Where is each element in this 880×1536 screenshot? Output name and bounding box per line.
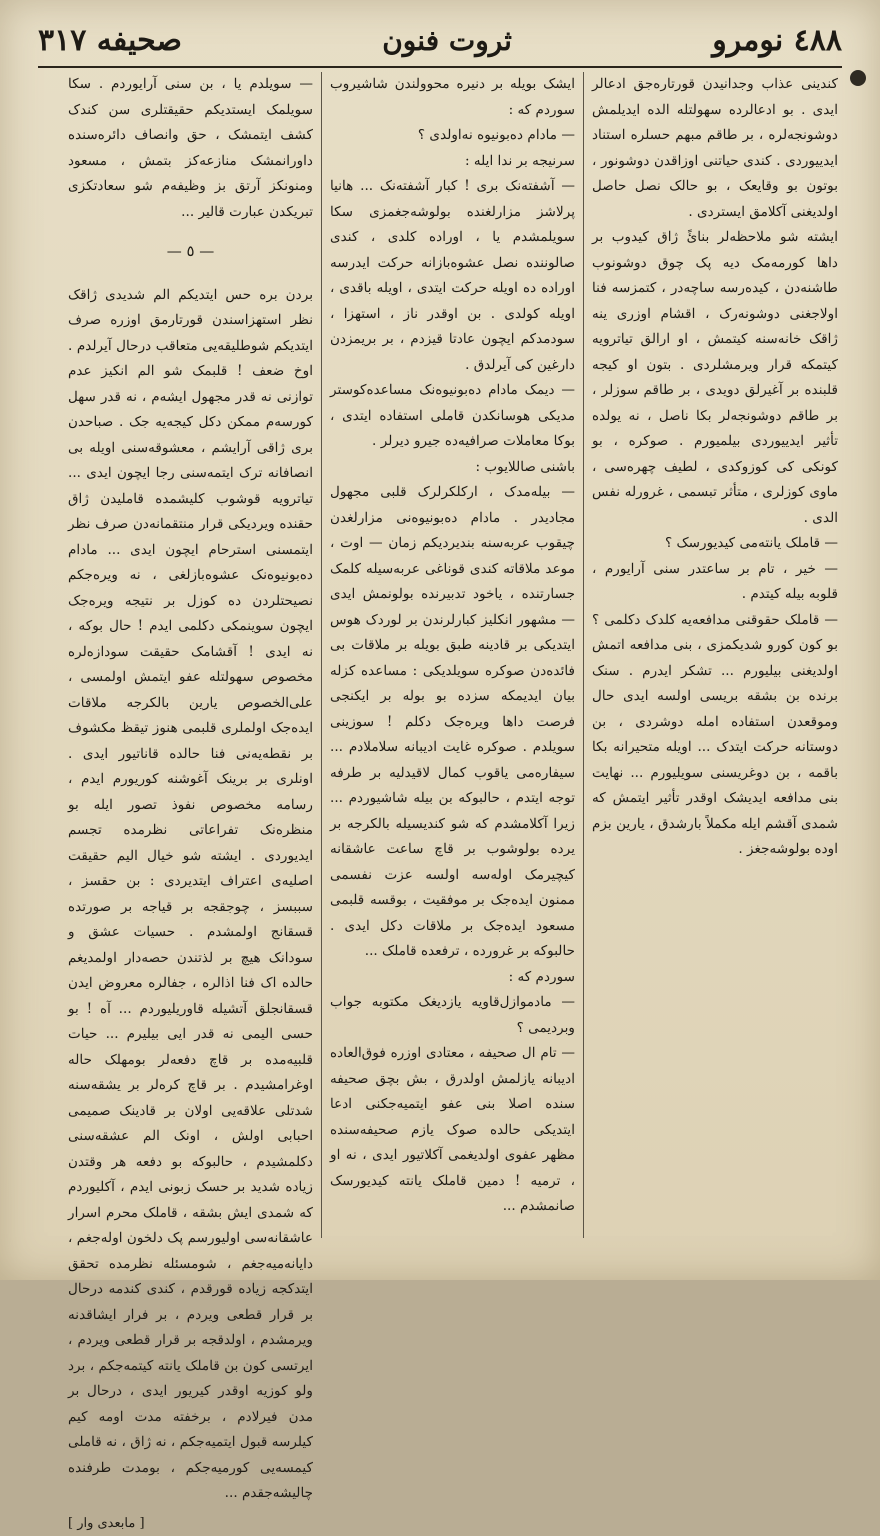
paragraph: — قاملک حقوقنی مدافعه‌یه کلدک دکلمی ؟ بو کون کورو شدیکمزی ، بنی مدافعه اتمش اولدیغنی بیلیورم ... تشکر ایدرم . سنک برنده بن بشقه بریسی اولسه ایدی حال وموقعدن استفاده امله دوشردی ، بن دوستانه حرکت ایتدک ... اویله متحیرانه بکا باقمه ، بن دوغریسنی سویلیورم ... نهایت بنی مدافعه ایدیشک اوقدر تأثیر ایتمش که شمدی آقشم ایله مکملاً بارشدق ، یارین بزم اوده بولوشه‌جغز . <box>592 608 838 863</box>
column-right <box>584 72 846 1238</box>
paragraph: بردن بره حس ایتدیکم الم شدیدی ژاقک نظر استهزاسندن قورتارمق اوزره صرف ایتدیکم شوطلیقه‌یی متعاقب درحال آیرلدم . اوخ ضعف ! قلبمک شو الم انکیز عدم توازنی نه قدر مجهول ایشه‌م ، نه قدر سهل کورسه‌م ممکن دکل کیجه‌یه جک . صباحدن بری ژاقی آرایشم ، معشوقه‌سنی اویله بی انصافانه ترک ایتمه‌سنی رجا ایچون ایدی ... تیاترویه قوشوب کلیشمده قاملیدن ژاق حقنده ویردیکی قرار منتقمانه‌دن صرف نظر ایتمسنی استرحام ایچون ایدی ... مادام ده‌بونیوه‌نک عشوه‌بازلغی ، نه ویره‌جکم نصیحتلردن ده کوزل بر نتیجه ویره‌جک ایچون سوینمکی دکلمی ایدم ! حال بوکه ، نه ایدی ! آقشامک حقیقت سودازه‌لره مخصوص سهولتله عفو ایتمش اولمسی ، علی‌الخصوص یارین بالکرجه ملاقات ایده‌جک اولملری قلبمی هنوز تیقظ مکشوف بر نقطه‌یه‌نی فنا حالده قاناتیور ایدی . اونلری بر برینک آغوشنه کوریورم ایدم ، رسامه مخصوص نفوذ تصور ایله بو منظره‌نک تفراعاتی نظرمده تجسم ایدیوردی . ایشته شو خیال الیم حقیقت اصلیه‌ی اعتراف ایتدیردی : بن حقسز ، سببسز ، چوجقجه بر قیاجه بر صورتده قسقانج اولمشدم . حسیات عشق و سودانک هیچ بر لذتندن حصه‌دار اولمدیغم حالده اک فنا اذالره ، جفالره معروض ایدن قسقانجلق آتشیله قاوریلیوردم ... آه ! بو حسی الیمی نه قدر ایی بیلیرم ... حیات قلبیه‌مده بر قاچ دفعه‌لر بومهلک حاله اوغرامشیدم . بر قاچ کره‌لر بر یشقه‌سنه شدتلی علاقه‌یی اولان بر قادینک صمیمی احبابی اولش ، اونک الم عشقه‌سنی دکلمشیدم ، حالبوکه بو دفعه هر وقتدن زیاده شدید بر حسک زبونی ایدم ، آکلیوردم که شمدی ایش بشقه ، قاملک محرم اسرار عاشقانه‌سی اولیورسم پک دلخون اوله‌جغم ، دایانه‌میه‌جغم ، شومسئله نظرمده تحقق ایتدکجه زیاده قورقدم ، کندی کندمه درحال بر قرار قطعی ویردم ، بر فرار ایشاقدنه ویرمشدم ، اولدقجه بر قرار قطعی ویردم ، ایرتسی کون بن قاملک یانته کیتمه‌جکم ، برد ولو کوزیه اوقدر کیریور ایدی ، درحال بر مدن فیرلادم ، برخفته مدت اومه کیم کیلرسه قبول ایتمیه‌جکم ، نه ژاق ، نه قاملی کیمسه‌یی کورمیه‌جکم ، بومدت طرفنده چالیشه‌جقدم ... <box>68 283 313 1507</box>
continued-note: [ مابعدی وار ] <box>68 1511 313 1536</box>
publication-title: ثروت فنون <box>382 24 512 57</box>
paragraph: کندینی عذاب وجدانیدن قورتاره‌جق ادعالر ایدی . بو ادعالرده سهولتله الده ایدیلمش دوشونجه‌لره ، بر طاقم مبهم حسلره استناد ایدییوردی . کندی حیاتنی اوزاقدن دوشونور ، بوتون بو وقایعک ، بو حالک نصل حاصل اولدیغنی آکلامق ایستردی . <box>592 72 838 225</box>
section-separator: — ٥ — <box>68 239 313 265</box>
text-columns <box>48 72 846 1238</box>
paragraph: سرنیجه بر ندا ایله : <box>330 149 575 175</box>
paragraph: — خیر ، تام بر ساعتدر سنی آرایورم ، قلوبه بیله کیتدم . <box>592 557 838 608</box>
header-rule <box>38 66 842 68</box>
paragraph: سوردم که : <box>330 965 575 991</box>
page-header <box>38 18 842 62</box>
paragraph: — مادام ده‌بونیوه نه‌اولدی ؟ <box>330 123 575 149</box>
paragraph: — دیمک مادام ده‌بونیوه‌نک مساعده‌کوستر مدیکی هوسانکدن قاملی استفاده ایتدی ، بوکا معاملات صرافیه‌ده جیرو دیرلر . <box>330 378 575 455</box>
paragraph: — قاملک یانته‌می کیدیورسک ؟ <box>592 531 838 557</box>
paragraph: — تام ال صحیفه ، معتادی اوزره فوق‌العاده ادیبانه یازلمش اولدرق ، بش بچق صحیفه سنده اصلا بنی عفو ایتمیه‌جکنی ادعا ایتدیکی حالده صوک یازم صحیفه‌سنده مظهر عفوی اولدیغمی آکلاتیور ایدی ، نه او ، ترمیه ! دمین قاملک یانته کیدیورسک صانمشدم ... <box>330 1041 575 1220</box>
paragraph: — آشفته‌نک بری ! کبار آشفته‌نک ... هانیا پرلاشز مزارلغنده بولوشه‌جغمزی سکا سویلمشدم یا ، اوراده کلدی ، کندی صالوننده نصل عشوه‌بازانه حرکت ایدرسه اوراده ده اویله حرکت ایتدی ، اویله باقدی ، اویله کولدی . بن اوقدر ناز ، استهزا ، سودمدکم ایچون عادتا قیزدم ، بر بریمزدن دارغین کی آیرلدق . <box>330 174 575 378</box>
issue-number: ٤٨٨ نومرو <box>712 23 842 58</box>
paragraph: ایشک بویله بر دنیره محوولندن شاشیروب سوردم که : <box>330 72 575 123</box>
column-left <box>60 72 322 1238</box>
paragraph: — سویلدم یا ، بن سنی آرایوردم . سکا سویلمک ایستدیکم حقیقتلری سن کندک کشف ایتمشک ، حق وانصاف دائره‌سنده داورانمشک منازعه‌کز بتمش ، مسعود ومنونکز آرتق بز وظیفه‌م شو سعادتکزی تبریکدن عبارت قالیر ... <box>68 72 313 225</box>
paragraph: — مادموازل‌قاویه یازدیغک مکتوبه جواب وبردیمی ؟ <box>330 990 575 1041</box>
paragraph: — بیله‌مدک ، ارکلکرلرک قلبی مجهول مجادیدر . مادام ده‌بونیوه‌نی مزارلغدن چیقوب عربه‌سنه بندیردیکم زمان — اوت ، موعد ملاقاته کندی قوناغی عربه‌سیله کلمک جسارتنده ، یاخود تدبیرنده بولونمش ایدی — مشهور انکلیز کبارلرندن بر لوردک هوس ایتدیکی بر قادینه طبق بویله بر ملاقات بی فائده‌دن صوکره سویلدیکی : مساعده کزله بیان ایدیمکه سزده بو بوله بر ایکنجی فرصت داها ویره‌جک دکلم ! سوزینی سویلدم . صوکره غایت ادیبانه سلاملادم ... سیفاره‌می یاقوب کمال لاقیدلیه بر طرفه توجه ایتدم ، حالبوکه بن بیله شاشیوردم ... زیرا آکلامشدم که شو کندیسیله بالکرجه بر یرده بولوشوب بر قاچ ساعت عاشقانه کیچیرمک اوله‌سه اولسه عزت نفسمی ممنون ایده‌جک بر موفقیت ، بوقسه قلبمی مسعود ایده‌جک بر ملاقات دکل ایدی . حالبوکه بر غرورده ، ترفعده قاملک ... <box>330 480 575 965</box>
page-number: صحیفه ٣١٧ <box>38 23 182 58</box>
paragraph: باشنی صاللایوب : <box>330 455 575 481</box>
column-middle <box>322 72 584 1238</box>
punch-hole <box>850 70 866 86</box>
paragraph: ایشته شو ملاحظه‌لر بنائً ژاق کیدوب بر داها کورمه‌مک دیه پک چوق دوشونوب طاشنه‌دن ، کیده‌رسه ساچه‌در ، کتمزسه فنا اولاجغنی دوشونه‌رک ، اقشام اوزری ینه ژاقک خانه‌سنه کیتمش ، او ارالق تیاترویه کیتمکه قرار ویرمشلردی . بتون او کیجه قلبنده بر آغیرلق دویدی ، بر طاقم سوزلر ، بر طاقم دوشونجه‌لر بکا ناصل ، نه یولده تأثیر ایدییوردی بیلمیورم . صوکره ، بو کونکی کی کوزوکدی ، لطیف چهره‌سی ، ماوی کوزلری ، متأثر تبسمی ، غرورله نفس الدی . <box>592 225 838 531</box>
